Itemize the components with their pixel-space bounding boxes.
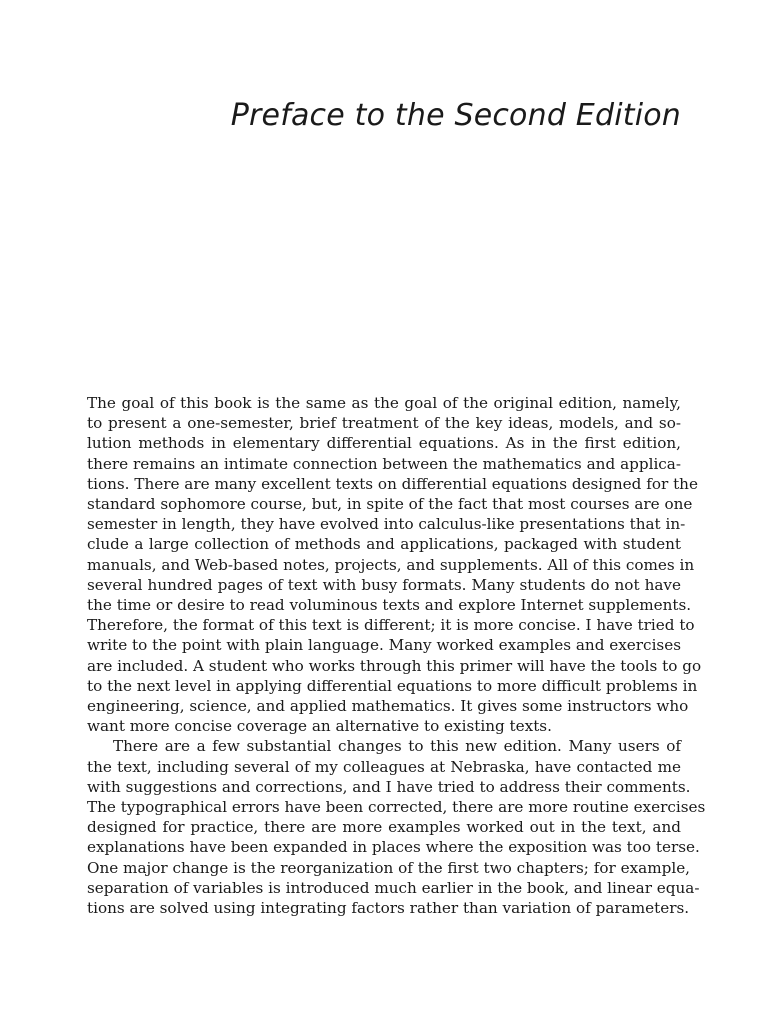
paragraph <box>87 736 706 918</box>
text-line: The goal of this book is the same as the goal of the original edition, namely, <box>87 394 681 412</box>
body-text <box>87 393 706 918</box>
text-line: designed for practice, there are more examples worked out in the text, and <box>87 818 681 837</box>
text-line: standard sophomore course, but, in spite of the fact that most courses are one <box>87 495 693 514</box>
text-line: Therefore, the format of this text is different; it is more concise. I have tried to <box>87 616 695 635</box>
text-line: the text, including several of my colleagues at Nebraska, have contacted me <box>87 757 681 776</box>
text-line: explanations have been expanded in places where the exposition was too terse. <box>87 838 700 857</box>
text-line: semester in length, they have evolved into calculus-like presentations that in- <box>87 515 686 534</box>
text-line: tions are solved using integrating factors rather than variation of parameters. <box>87 899 690 918</box>
text-line: there remains an intimate connection between the mathematics and applica- <box>87 454 681 473</box>
text-line: lution methods in elementary differential equations. As in the first edition, <box>87 434 681 453</box>
text-line: several hundred pages of text with busy formats. Many students do not have <box>87 575 681 594</box>
text-line: are included. A student who works through this primer will have the tools to go <box>87 656 702 675</box>
text-line: the time or desire to read voluminous texts and explore Internet supplements. <box>87 596 692 615</box>
text-line: manuals, and Web-based notes, projects, and supplements. All of this comes in <box>87 555 695 574</box>
text-line: want more concise coverage an alternative to existing texts. <box>87 717 552 736</box>
text-line: clude a large collection of methods and applications, packaged with student <box>87 535 681 554</box>
paragraph <box>87 393 702 736</box>
text-line: There are a few substantial changes to this new edition. Many users of <box>113 737 681 756</box>
text-line: to the next level in applying differential equations to more difficult problems in <box>87 676 698 695</box>
text-line: One major change is the reorganization of the first two chapters; for example, <box>87 858 691 877</box>
chapter-title: Preface to the Second Edition <box>230 98 681 133</box>
text-line: tions. There are many excellent texts on differential equations designed for the <box>87 474 698 493</box>
text-line: engineering, science, and applied mathematics. It gives some instructors who <box>87 697 689 716</box>
text-line: to present a one-semester, brief treatment of the key ideas, models, and so- <box>87 414 681 433</box>
text-line: write to the point with plain language. Many worked examples and exercises <box>87 636 681 655</box>
text-line: with suggestions and corrections, and I have tried to address their comments. <box>87 777 691 796</box>
text-line: separation of variables is introduced much earlier in the book, and linear equa- <box>87 878 700 897</box>
text-line: The typographical errors have been corrected, there are more routine exercises <box>87 798 706 817</box>
